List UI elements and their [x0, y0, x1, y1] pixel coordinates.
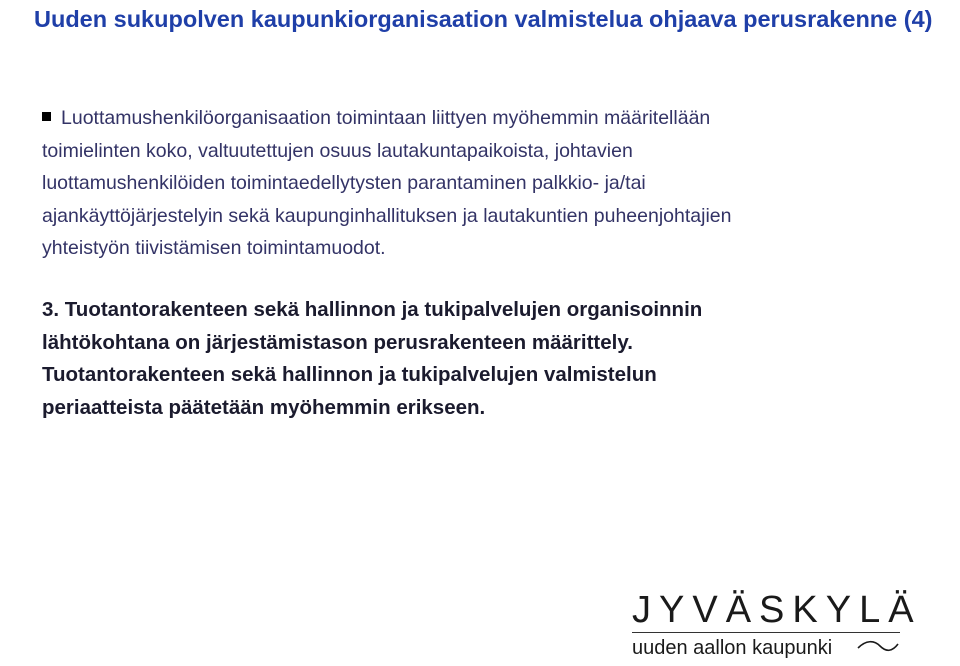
wave-icon: [856, 638, 900, 654]
section-3-paragraph: [42, 294, 922, 424]
bullet-line-text: Luottamushenkilöorganisaation toimintaan liittyen myöhemmin määritellään: [61, 107, 711, 129]
bullet-paragraph: [42, 102, 922, 265]
square-bullet-icon: [42, 112, 51, 121]
bullet-line: toimielinten koko, valtuutettujen osuus lautakuntapaikoista, johtavien: [42, 139, 633, 162]
logo-wordmark: JYVÄSKYLÄ: [632, 589, 922, 631]
logo-divider: [632, 632, 900, 633]
page-title: Uuden sukupolven kaupunkiorganisaation valmistelua ohjaava perusrakenne (4): [34, 6, 933, 32]
section-line: periaatteista päätetään myöhemmin erikseen.: [42, 395, 486, 419]
jyvaskyla-logo: [632, 588, 932, 660]
bullet-line: [42, 102, 922, 135]
logo-tagline: uuden aallon kaupunki: [632, 637, 833, 659]
bullet-line: luottamushenkilöiden toimintaedellytysten parantaminen palkkio- ja/tai: [42, 172, 646, 195]
section-line: 3. Tuotantorakenteen sekä hallinnon ja tukipalvelujen organisoinnin: [42, 298, 703, 321]
section-line: lähtökohtana on järjestämistason perusrakenteen määrittely.: [42, 330, 633, 354]
bullet-line: yhteistyön tiivistämisen toimintamuodot.: [42, 237, 386, 260]
bullet-line: ajankäyttöjärjestelyin sekä kaupunginhallituksen ja lautakuntien puheenjohtajien: [42, 204, 732, 227]
section-line: Tuotantorakenteen sekä hallinnon ja tukipalvelujen valmistelun: [42, 363, 657, 387]
